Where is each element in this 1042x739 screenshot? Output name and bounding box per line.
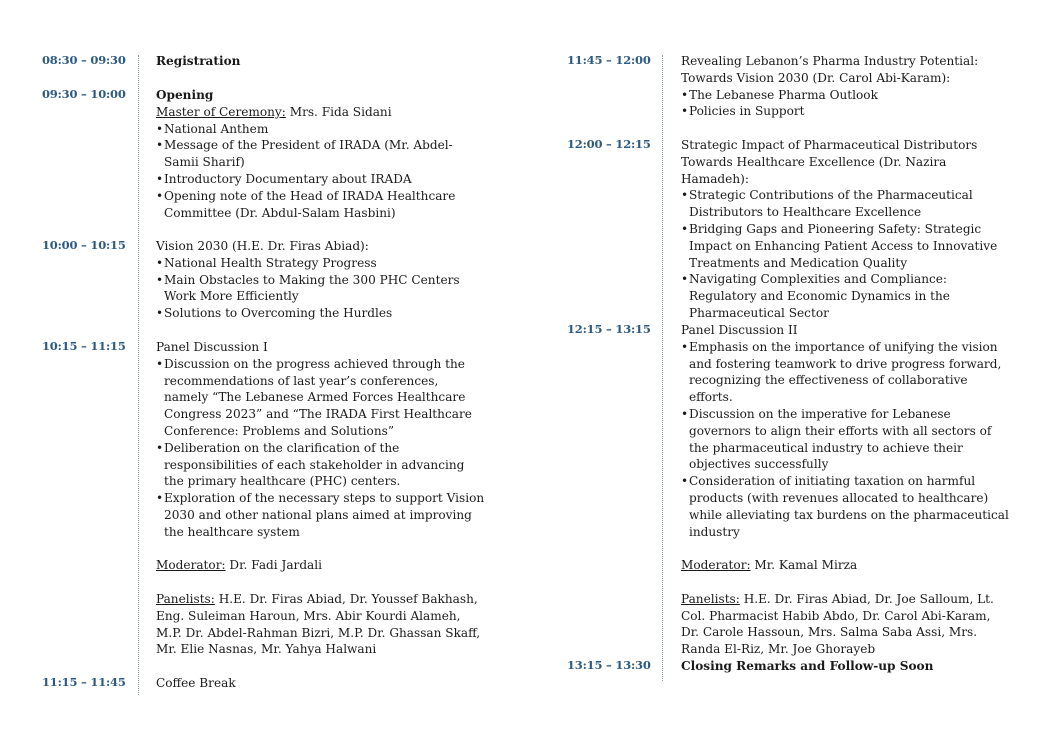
list-item: • Discussion on the imperative for Lebanese governors to align their efforts with all sectors of the pharmaceutical industry to achieve their objectives successfully <box>681 406 1011 473</box>
left-divider <box>138 55 139 695</box>
list-item: • National Anthem <box>156 121 486 138</box>
session-title: Panel Discussion II <box>681 323 798 337</box>
list-item: • Solutions to Overcoming the Hurdles <box>156 305 486 322</box>
right-divider <box>662 55 663 681</box>
panelists <box>681 591 1011 658</box>
session-time: 09:30 – 10:00 <box>42 87 126 101</box>
session-content <box>681 137 1011 322</box>
session-time: 13:15 – 13:30 <box>567 658 651 672</box>
session-title: Opening <box>156 88 214 102</box>
session-title: Registration <box>156 54 241 68</box>
master-of-ceremony <box>156 104 486 121</box>
list-item: • Deliberation on the clarification of the responsibilities of each stakeholder in advancing the primary healthcare (PHC) centers. <box>156 440 486 490</box>
list-item: • Main Obstacles to Making the 300 PHC Centers Work More Efficiently <box>156 272 486 306</box>
list-item: • Discussion on the progress achieved through the recommendations of last year’s conferences, namely “The Lebanese Armed Forces Healthcare Congress 2023” and “The IRADA First Healthcare Conference: Problems and Solutions” <box>156 356 486 440</box>
session-time: 08:30 – 09:30 <box>42 53 126 67</box>
list-item: • Consideration of initiating taxation on harmful products (with revenues allocated to healthcare) while alleviating tax burdens on the pharmaceutical industry <box>681 473 1011 540</box>
session-content <box>156 238 486 322</box>
session-content <box>156 87 486 221</box>
moderator-label: Moderator: <box>681 558 751 573</box>
panel-2-list <box>681 339 1011 541</box>
list-item: • Exploration of the necessary steps to support Vision 2030 and other national plans aimed at improving the healthcare system <box>156 490 486 540</box>
session-content <box>156 339 486 658</box>
distributors-list <box>681 187 1011 321</box>
list-item: • Emphasis on the importance of unifying the vision and fostering teamwork to drive progress forward, recognizing the effectiveness of collaborative efforts. <box>681 339 1011 406</box>
session-time: 12:15 – 13:15 <box>567 322 651 336</box>
panelists-label: Panelists: <box>681 591 740 606</box>
list-item: • The Lebanese Pharma Outlook <box>681 87 1011 104</box>
list-item: • Opening note of the Head of IRADA Healthcare Committee (Dr. Abdul-Salam Hasbini) <box>156 188 486 222</box>
list-item: • Message of the President of IRADA (Mr. Abdel-Samii Sharif) <box>156 137 486 171</box>
panelists-label: Panelists: <box>156 591 215 606</box>
session-time: 12:00 – 12:15 <box>567 137 651 151</box>
session-content <box>681 53 1011 120</box>
session-time: 11:45 – 12:00 <box>567 53 651 67</box>
session-title: Vision 2030 (H.E. Dr. Firas Abiad): <box>156 239 369 253</box>
session-time: 10:00 – 10:15 <box>42 238 126 252</box>
mc-label: Master of Ceremony: <box>156 104 286 119</box>
mc-name: Mrs. Fida Sidani <box>285 104 392 119</box>
session-time: 10:15 – 11:15 <box>42 339 126 353</box>
panelists-names: H.E. Dr. Firas Abiad, Dr. Joe Salloum, Lt. Col. Pharmacist Habib Abdo, Dr. Carol Abi-Karam, Dr. Carole Hassoun, Mrs. Salma Saba Assi, Mrs. Randa El-Riz, Mr. Joe Ghorayeb <box>681 591 994 657</box>
panelists <box>156 591 486 658</box>
moderator-name: Mr. Kamal Mirza <box>750 558 858 573</box>
session-title: Strategic Impact of Pharmaceutical Distributors Towards Healthcare Excellence (Dr. Nazira Hamadeh): <box>681 138 978 186</box>
panelists-names: H.E. Dr. Firas Abiad, Dr. Youssef Bakhash, Eng. Suleiman Haroun, Mrs. Abir Kourdi Alameh, M.P. Dr. Abdel-Rahman Bizri, M.P. Dr. Ghassan Skaff, Mr. Elie Nasnas, Mr. Yahya Halwani <box>156 591 481 657</box>
moderator <box>156 557 486 574</box>
session-title: Coffee Break <box>156 676 236 690</box>
pharma-list <box>681 87 1011 121</box>
moderator <box>681 557 1011 574</box>
session-title: Panel Discussion I <box>156 340 268 354</box>
moderator-label: Moderator: <box>156 558 226 573</box>
opening-list <box>156 121 486 222</box>
session-title: Closing Remarks and Follow-up Soon <box>681 659 934 673</box>
list-item: • Policies in Support <box>681 103 1011 120</box>
list-item: • Bridging Gaps and Pioneering Safety: Strategic Impact on Enhancing Patient Access to Innovative Treatments and Medication Quality <box>681 221 1011 271</box>
list-item: • Strategic Contributions of the Pharmaceutical Distributors to Healthcare Excellence <box>681 187 1011 221</box>
session-title: Revealing Lebanon’s Pharma Industry Potential: Towards Vision 2030 (Dr. Carol Abi-Karam): <box>681 54 979 85</box>
list-item: • Introductory Documentary about IRADA <box>156 171 486 188</box>
panel-1-list <box>156 356 486 541</box>
session-content <box>681 322 1011 658</box>
list-item: • Navigating Complexities and Compliance: Regulatory and Economic Dynamics in the Pharmaceutical Sector <box>681 271 1011 321</box>
vision-list <box>156 255 486 322</box>
session-time: 11:15 – 11:45 <box>42 675 126 689</box>
list-item: • National Health Strategy Progress <box>156 255 486 272</box>
moderator-name: Dr. Fadi Jardali <box>225 558 323 573</box>
